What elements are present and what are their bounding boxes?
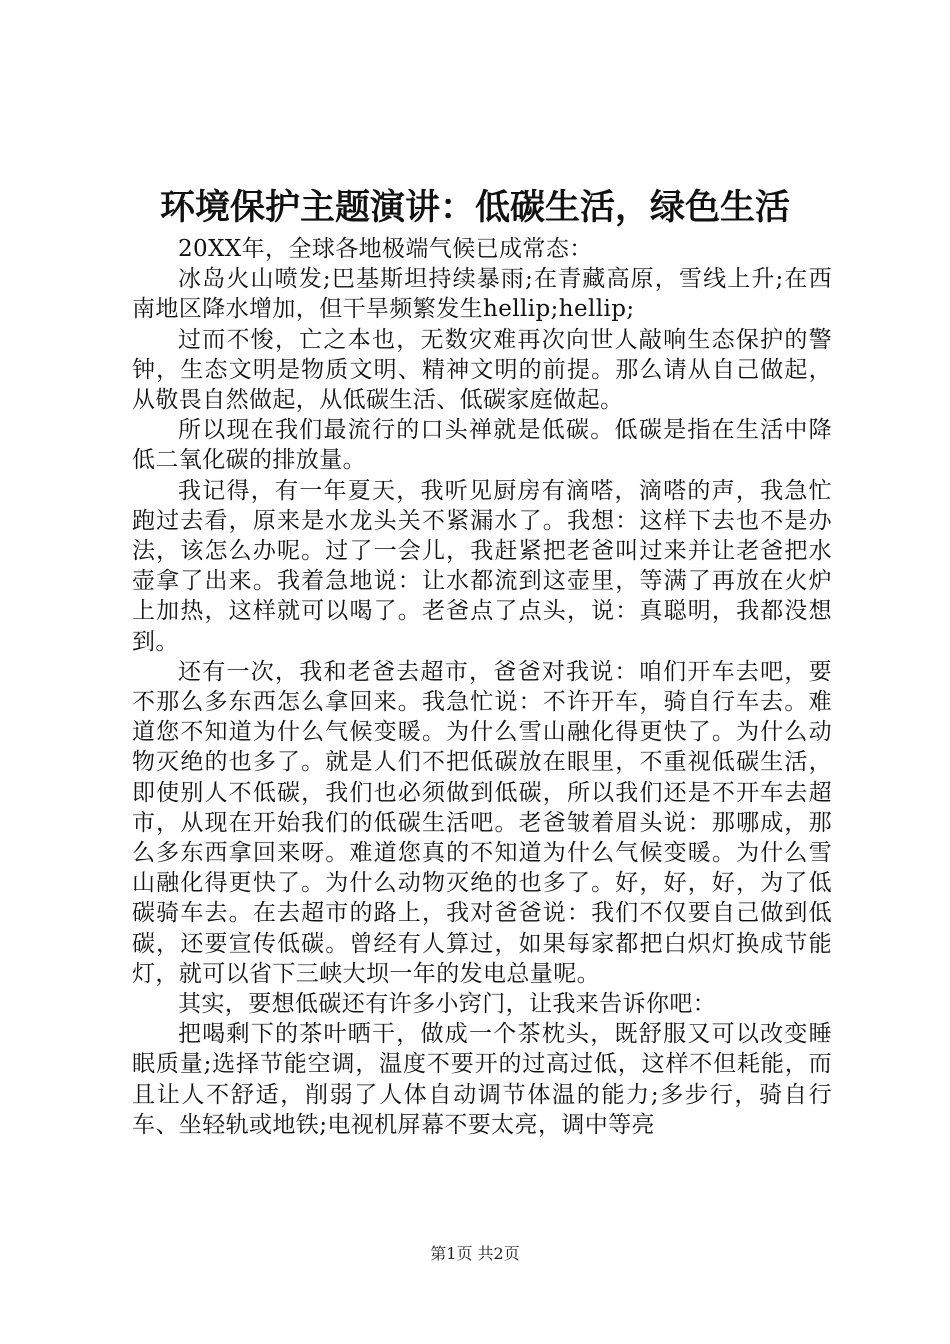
paragraph: 冰岛火山喷发;巴基斯坦持续暴雨;在青藏高原，雪线上升;在西南地区降水增加，但干旱频繁发生hellip;hellip; <box>132 266 832 323</box>
paragraph: 过而不悛，亡之本也，无数灾难再次向世人敲响生态保护的警钟，生态文明是物质文明、精神文明的前提。那么请从自己做起，从敬畏自然做起，从低碳生活、低碳家庭做起。 <box>132 326 832 414</box>
paragraph: 其实，要想低碳还有许多小窍门，让我来告诉你吧： <box>178 991 717 1018</box>
page-footer: 第1页 共2页 <box>430 1244 520 1263</box>
paragraph: 我记得，有一年夏天，我听见厨房有滴嗒，滴嗒的声，我急忙跑过去看，原来是水龙头关不紧漏水了。我想：这样下去也不是办法，该怎么办呢。过了一会儿，我赶紧把老爸叫过来并让老爸把水壶拿了出来。我着急地说：让水都流到这壶里，等满了再放在火炉上加热，这样就可以喝了。老爸点了点头，说：真聪明，我都没想到。 <box>132 477 832 655</box>
paragraph: 还有一次，我和老爸去超市，爸爸对我说：咱们开车去吧，要不那么多东西怎么拿回来。我急忙说：不许开车，骑自行车去。难道您不知道为什么气候变暖。为什么雪山融化得更快了。为什么动物灭绝的也多了。就是人们不把低碳放在眼里，不重视低碳生活，即使别人不低碳，我们也必须做到低碳，所以我们还是不开车去超市，从现在开始我们的低碳生活吧。老爸皱着眉头说：那哪成，那么多东西拿回来呀。难道您真的不知道为什么气候变暖。为什么雪山融化得更快了。为什么动物灭绝的也多了。好，好，好，为了低碳骑车去。在去超市的路上，我对爸爸说：我们不仅要自己做到低碳，还要宣传低碳。曾经有人算过，如果每家都把白炽灯换成节能灯，就可以省下三峡大坝一年的发电总量呢。 <box>132 658 832 987</box>
document-title: 环境保护主题演讲：低碳生活，绿色生活 <box>159 187 790 228</box>
paragraph: 所以现在我们最流行的口头禅就是低碳。低碳是指在生活中降低二氧化碳的排放量。 <box>132 417 832 474</box>
paragraph: 把喝剩下的茶叶晒干，做成一个茶枕头，既舒服又可以改变睡眠质量;选择节能空调，温度不要开的过高过低，这样不但耗能，而且让人不舒适，削弱了人体自动调节体温的能力;多步行，骑自行车、坐轻轨或地铁;电视机屏幕不要太亮，调中等亮 <box>132 1021 832 1138</box>
document-body <box>132 234 832 1140</box>
paragraph: 20XX年，全球各地极端气候已成常态： <box>178 236 593 262</box>
